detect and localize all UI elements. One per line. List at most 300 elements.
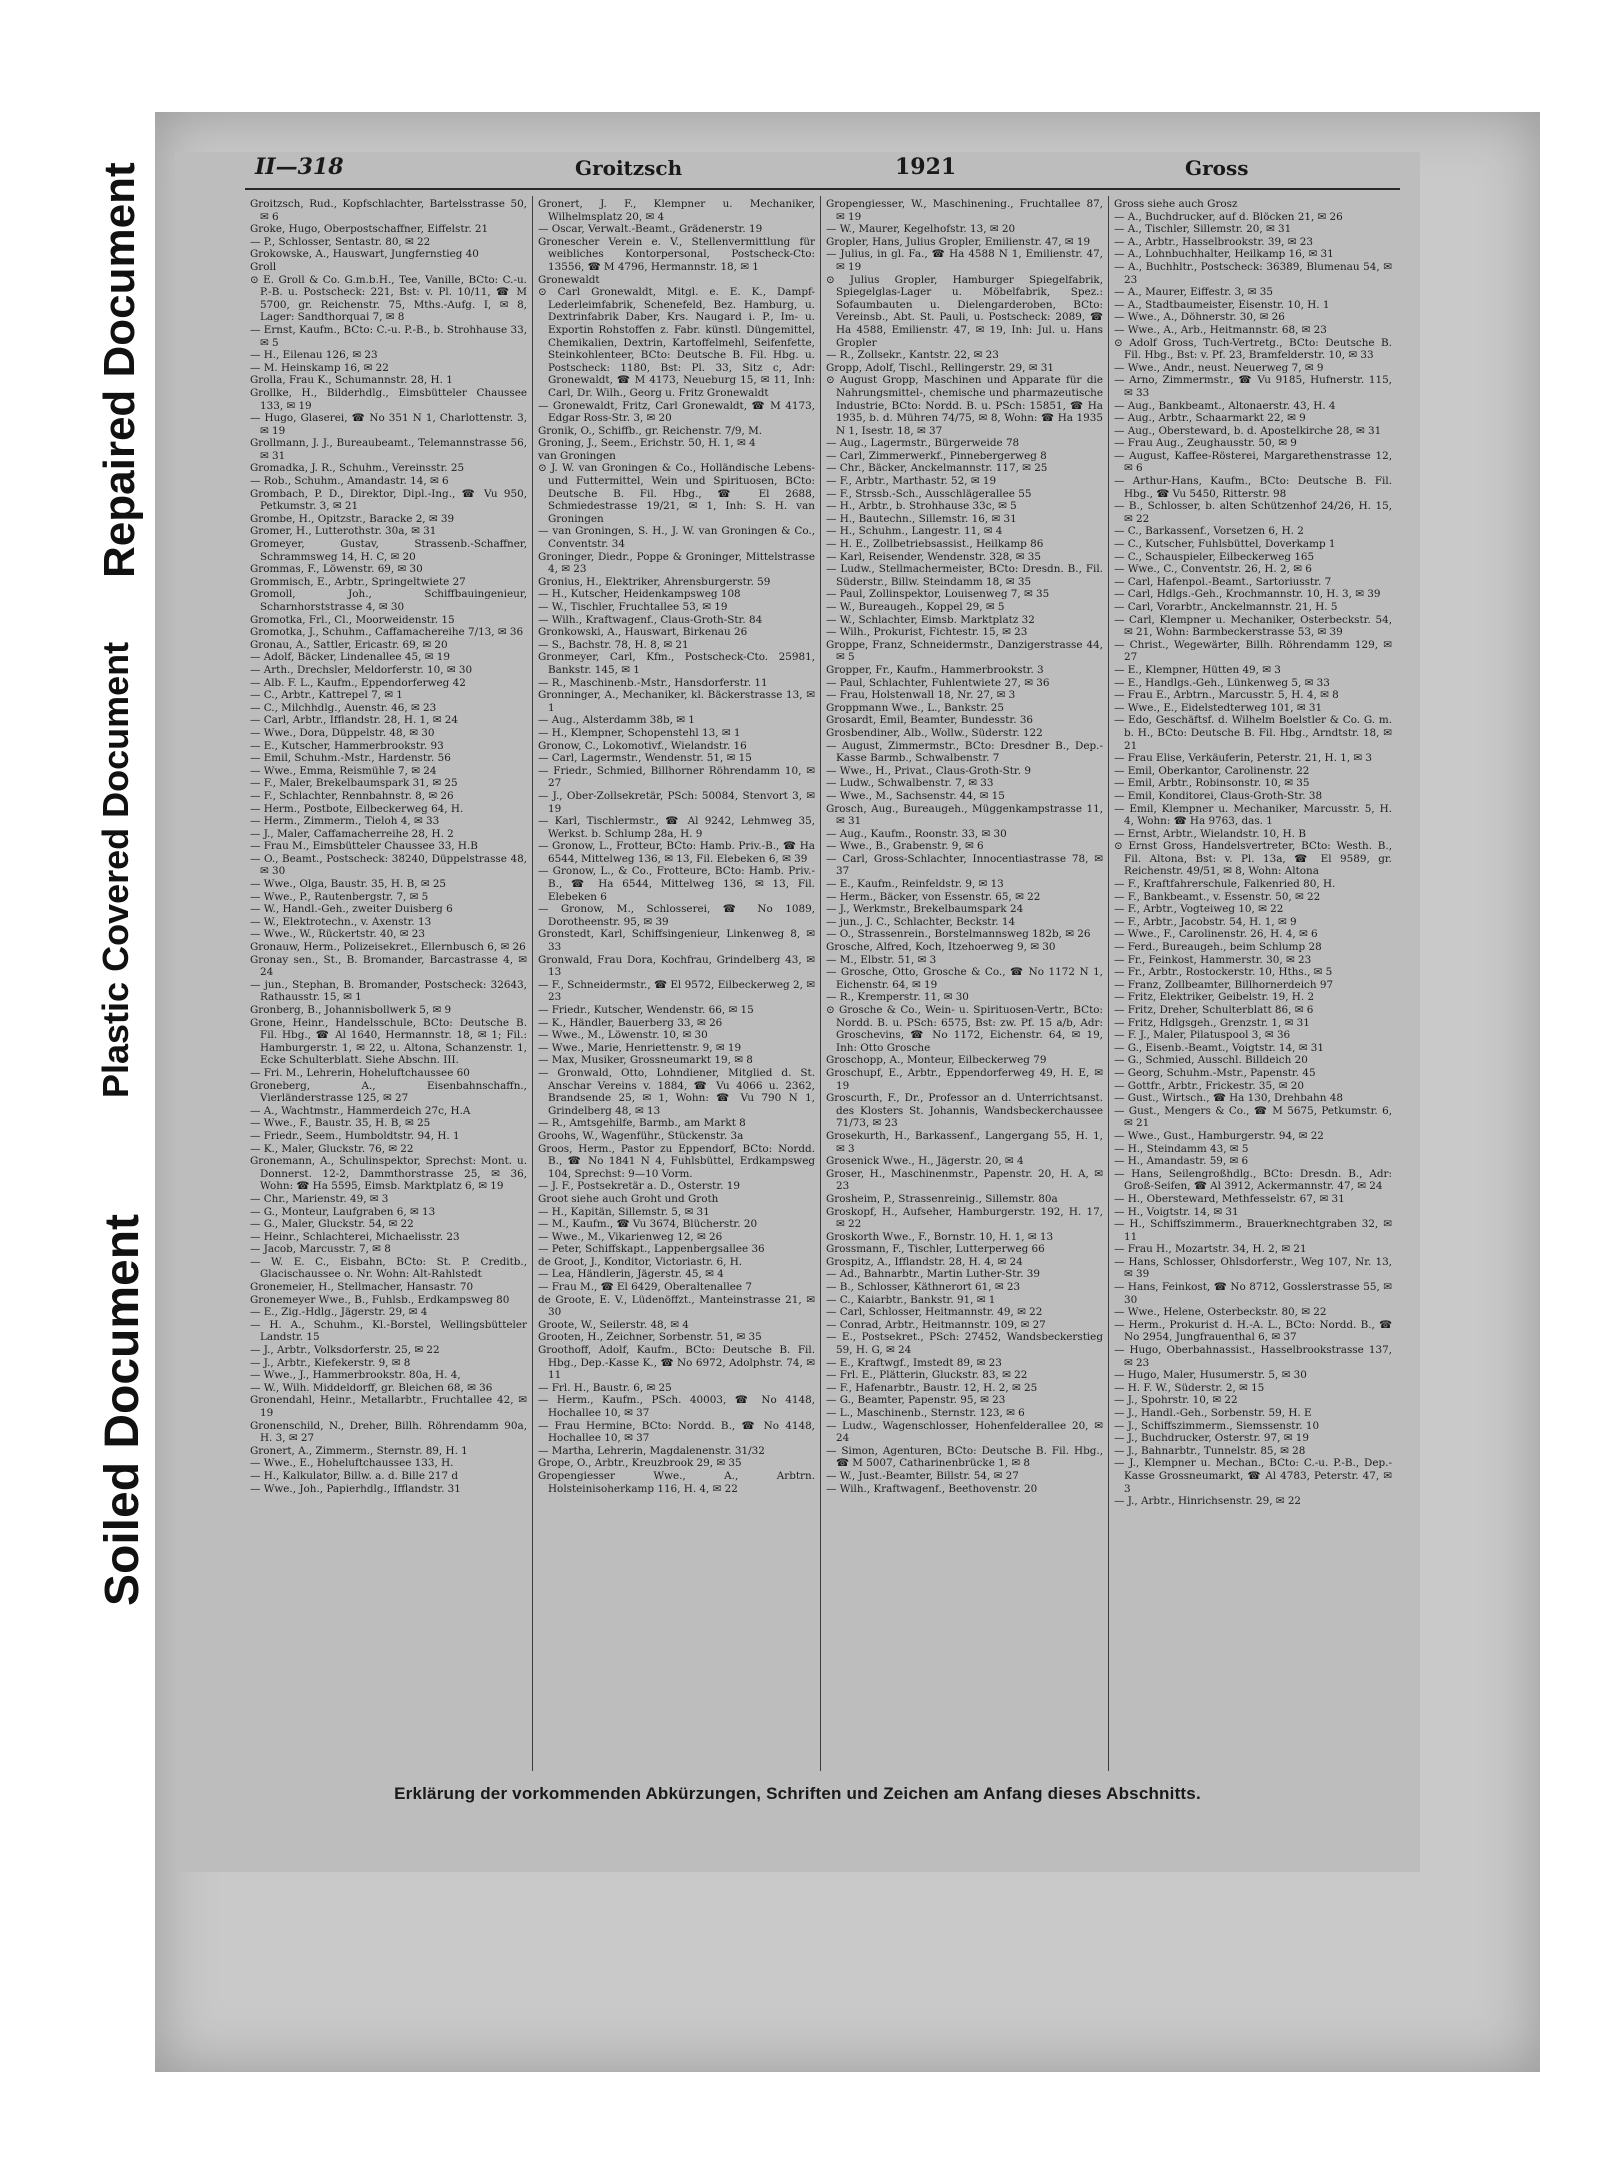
- directory-entry: — C., Schauspieler, Eilbeckerweg 165: [1114, 550, 1315, 563]
- directory-entry: — H. F. W., Süderstr. 2, ✉ 15: [1114, 1381, 1265, 1394]
- directory-entry: Grospitz, A., Ifflandstr. 28, H. 4, ✉ 24: [826, 1255, 1023, 1268]
- directory-entry: Gronow, C., Lokomotivf., Wielandstr. 16: [538, 739, 747, 752]
- directory-entry: Gropp, Adolf, Tischl., Rellingerstr. 29, ✉ 31: [826, 361, 1054, 374]
- directory-entry: Grooten, H., Zeichner, Sorbenstr. 51, ✉ 35: [538, 1331, 762, 1344]
- directory-entry: — J., Buchdrucker, Osterstr. 97, ✉ 19: [1114, 1432, 1309, 1445]
- directory-entry: — Karl, Tischlermstr., ☎ Al 9242, Lehmweg 35, Werkst. b. Schlump 28a, H. 9: [538, 815, 815, 840]
- directory-entry: — Carl, Klempner u. Mechaniker, Osterbeckstr. 54, ✉ 21, Wohn: Barmbeckerstrasse 53, ✉ 39: [1114, 613, 1392, 639]
- directory-entry: — Wwe., M., Vikarienweg 12, ✉ 26: [538, 1230, 723, 1243]
- directory-entry: — H., Klempner, Schopenstehl 13, ✉ 1: [538, 726, 741, 739]
- directory-entry: — Edo, Geschäftsf. d. Wilhelm Boelstler & Co. G. m. b. H., BCto: Deutsche B. Fil. Hbg., Arndtstr. 18, ✉ 21: [1114, 714, 1392, 752]
- directory-entry: — Wwe., Joh., Papierhdlg., Ifflandstr. 31: [250, 1482, 461, 1495]
- directory-entry: — F., Schneidermstr., ☎ El 9572, Eilbeckerweg 2, ✉ 23: [538, 978, 815, 1004]
- directory-entry: — Wwe., Olga, Baustr. 35, H. B, ✉ 25: [250, 878, 447, 891]
- directory-entry: — Aug., Lagermstr., Bürgerweide 78: [826, 437, 1020, 450]
- directory-entry: — Paul, Zollinspektor, Louisenweg 7, ✉ 35: [826, 588, 1050, 601]
- directory-entry: — H., Schuhm., Langestr. 11, ✉ 4: [826, 525, 1003, 538]
- directory-entry: — B., Schlosser, b. alten Schützenhof 24/26, H. 15, ✉ 22: [1114, 500, 1392, 525]
- directory-entry: Groppmann Wwe., L., Bankstr. 25: [826, 701, 1004, 714]
- directory-entry: — Grosche, Otto, Grosche & Co., ☎ No 1172 N 1, Eichenstr. 64, ✉ 19: [826, 966, 1103, 991]
- directory-entry: Gronescher Verein e. V., Stellenvermittlung für weibliches Kontorpersonal, Postscheck-Cto: 13556, ☎ M 4796, Hermannstr. 18, ✉ 1: [538, 235, 815, 273]
- directory-entry: ⊙ Carl Gronewaldt, Mitgl. e. E. K., Dampf-Lederleimfabrik, Schenefeld, Bez. Hamburg, u. Dextrinfabrik Daber, Krs. Naugard i. P., Im- u. Exportin Rohstoffen z. Fabr. künstl. Düngemittel, Chemikalien, Dextrin, Kartoffelmehl, Seifenfette, Steinkohlenteer, BCto: Deutsche B. Fil. Hbg. u. Postscheck: 1180, Bst: Pl. 33, Sitz c, Adr: Gronewaldt, ☎ M 4173, Neueburg 15, ✉ 11, Inh: Carl, Dr. Wilh., Georg u. Fritz Gronewaldt: [538, 286, 815, 399]
- directory-entry: — Carl, Gross-Schlachter, Innocentiastrasse 78, ✉ 37: [826, 852, 1103, 878]
- directory-entry: — Wwe., Gust., Hamburgerstr. 94, ✉ 22: [1114, 1129, 1324, 1142]
- directory-entry: — W., Bureaugeh., Koppel 29, ✉ 5: [826, 601, 1005, 613]
- directory-entry: — Max, Musiker, Grossneumarkt 19, ✉ 8: [538, 1054, 753, 1067]
- directory-entry: — Wwe., B., Grabenstr. 9, ✉ 6: [826, 840, 984, 853]
- directory-entry: — W., Wilh. Middeldorff, gr. Bleichen 68, ✉ 36: [250, 1381, 493, 1394]
- directory-entry: — Ludw., Stellmachermeister, BCto: Dresdn. B., Fil. Süderstr., Billw. Steindamm 18, ✉ 35: [826, 563, 1103, 588]
- directory-entry: — R., Maschinenb.-Mstr., Hansdorferstr. 11: [538, 676, 768, 689]
- directory-entry: — Ludw., Wagenschlosser, Hohenfelderallee 20, ✉ 24: [826, 1419, 1103, 1445]
- directory-entry: — J., Ober-Zollsekretär, PSch: 50084, Stenvort 3, ✉ 19: [538, 789, 815, 815]
- directory-entry: — Gronow, L., & Co., Frotteure, BCto: Hamb. Priv.-B., ☎ Ha 6544, Mittelweg 136, ✉ 13, Fil. Elebeken 6: [538, 865, 815, 903]
- directory-entry: — J., Maler, Caffamacherreihe 28, H. 2: [250, 827, 454, 840]
- directory-entry: — Gronewaldt, Fritz, Carl Gronewaldt, ☎ M 4173, Edgar Ross-Str. 3, ✉ 20: [538, 399, 815, 425]
- directory-entry: — G., Maler, Gluckstr. 54, ✉ 22: [250, 1218, 414, 1231]
- directory-entry: Grossmann, F., Tischler, Lutterperweg 66: [826, 1243, 1045, 1256]
- directory-entry: — Fritz, Dreher, Schulterblatt 86, ✉ 6: [1114, 1004, 1314, 1016]
- directory-entry: — F., Hafenarbtr., Baustr. 12, H. 2, ✉ 25: [826, 1381, 1038, 1394]
- directory-entry: — G., Eisenb.-Beamt., Voigtstr. 14, ✉ 31: [1114, 1041, 1324, 1054]
- directory-entry: — J., Bahnarbtr., Tunnelstr. 85, ✉ 28: [1114, 1444, 1306, 1457]
- directory-entry: — S., Bachstr. 78, H. 8, ✉ 21: [538, 638, 689, 651]
- directory-entry: — Ferd., Bureaugeh., beim Schlump 28: [1114, 941, 1322, 954]
- directory-entry: — Wilh., Prokurist, Fichtestr. 15, ✉ 23: [826, 626, 1028, 639]
- directory-entry: — Wwe., F., Carolinenstr. 26, H. 4, ✉ 6: [1114, 928, 1318, 941]
- directory-entry: ⊙ August Gropp, Maschinen und Apparate für die Nahrungsmittel-, chemische und pharmazeutische Industrie, BCto: Nordd. B. u. PSch: 15851, ☎ Ha 1935, b. d. Mühren 74/75, ✉ 8, Wohn: ☎ Ha 1935 N 1, Isestr. 18, ✉ 37: [826, 374, 1103, 437]
- directory-entry: — Arthur-Hans, Kaufm., BCto: Deutsche B. Fil. Hbg., ☎ Vu 5450, Ritterstr. 98: [1114, 475, 1392, 500]
- directory-entry: — H., Eilenau 126, ✉ 23: [250, 349, 378, 362]
- directory-entry: — Fr., Arbtr., Rostockerstr. 10, Hths., ✉ 5: [1114, 966, 1333, 979]
- column-1: [245, 196, 533, 1771]
- directory-entry: — Conrad, Arbtr., Heitmannstr. 109, ✉ 27: [826, 1318, 1046, 1331]
- directory-entry: — B., Schlosser, Käthnerort 61, ✉ 23: [826, 1281, 1021, 1294]
- directory-entry: Groos, Herm., Pastor zu Eppendorf, BCto: Nordd. B., ☎ No 1841 N 4, Fuhlsbüttel, Erdkampsweg 104, Sprechst: 9—10 Vorm.: [538, 1142, 815, 1180]
- last-entry-word: Gross: [1185, 156, 1249, 180]
- directory-entry: — O., Beamt., Postscheck: 38240, Düppelstrasse 48, ✉ 30: [250, 852, 527, 878]
- directory-entry: Grosche, Alfred, Koch, Itzehoerweg 9, ✉ 30: [826, 941, 1056, 954]
- directory-entry: — H., Kapitän, Sillemstr. 5, ✉ 31: [538, 1205, 710, 1218]
- directory-entry: Groskopf, H., Aufseher, Hamburgerstr. 192, H. 17, ✉ 22: [826, 1205, 1103, 1231]
- header-rule: [245, 188, 1400, 190]
- directory-entry: Grosekurth, H., Barkassenf., Langergang 55, H. 1, ✉ 3: [826, 1129, 1103, 1155]
- directory-entry: — Rob., Schuhm., Amandastr. 14, ✉ 6: [250, 475, 449, 488]
- directory-entry: — Friedr., Kutscher, Wendenstr. 66, ✉ 15: [538, 1004, 754, 1016]
- directory-entry: — F., Arbtr., Jacobstr. 54, H. 1, ✉ 9: [1114, 915, 1297, 928]
- directory-entry: — Adolf, Bäcker, Lindenallee 45, ✉ 19: [250, 651, 450, 664]
- directory-entry: — W., Handl.-Geh., zweiter Duisberg 6: [250, 903, 453, 916]
- directory-entry: — C., Milchhdlg., Auenstr. 46, ✉ 23: [250, 701, 437, 714]
- directory-entry: — Ludw., Schwalbenstr. 7, ✉ 33: [826, 777, 994, 790]
- directory-entry: — P., Schlosser, Sentastr. 80, ✉ 22: [250, 235, 431, 248]
- directory-entry: — J., Spohrstr. 10, ✉ 22: [1114, 1394, 1238, 1407]
- directory-entry: Groot siehe auch Groht und Groth: [538, 1192, 719, 1205]
- first-entry-word: Groitzsch: [575, 156, 683, 180]
- directory-entry: — F., Arbtr., Vogteiweg 10, ✉ 22: [1114, 903, 1284, 916]
- directory-entry: — Wwe., H., Privat., Claus-Groth-Str. 9: [826, 764, 1031, 777]
- directory-entry: — Wwe., M., Löwenstr. 10, ✉ 30: [538, 1029, 708, 1042]
- directory-entry: Grosbendiner, Alb., Wollw., Süderstr. 122: [826, 726, 1043, 739]
- directory-entry: Grosheim, P., Strassenreinig., Sillemstr. 80a: [826, 1192, 1058, 1205]
- directory-entry: Groitzsch, Rud., Kopfschlachter, Bartelsstrasse 50, ✉ 6: [250, 198, 527, 223]
- directory-entry: Gronemann, A., Schulinspektor, Sprechst: Mont. u. Donnerst. 12-2, Dammthorstrasse 25, ✉ 36, Wohn: ☎ Ha 5595, Eimsb. Marktplatz 6, ✉ 19: [250, 1155, 527, 1193]
- directory-entry: — Frau M., Eimsbütteler Chaussee 33, H.B: [250, 840, 478, 853]
- directory-entry: — Ernst, Kaufm., BCto: C.-u. P.-B., b. Strohhause 33, ✉ 5: [250, 323, 527, 349]
- directory-entry: — Georg, Schuhm.-Mstr., Papenstr. 45: [1114, 1066, 1316, 1079]
- repaired-document-label: Repaired Document: [95, 162, 144, 578]
- directory-entry: — J., Arbtr., Hinrichsenstr. 29, ✉ 22: [1114, 1495, 1302, 1508]
- directory-entry: — G., Beamter, Papenstr. 95, ✉ 23: [826, 1394, 1006, 1407]
- directory-entry: — R., Amtsgehilfe, Barmb., am Markt 8: [538, 1117, 746, 1130]
- directory-entry: — Wwe., Emma, Reismühle 7, ✉ 24: [250, 764, 437, 777]
- directory-entry: Groskorth Wwe., F., Bornstr. 10, H. 1, ✉ 13: [826, 1230, 1054, 1243]
- directory-entry: Gronauw, Herm., Polizeisekret., Ellernbusch 6, ✉ 26: [250, 941, 526, 954]
- directory-entry: — Wwe., Andr., neust. Neuerweg 7, ✉ 9: [1114, 361, 1324, 374]
- directory-entry: — F., Bankbeamt., v. Essenstr. 50, ✉ 22: [1114, 890, 1321, 903]
- directory-entry: — W., Elektrotechn., v. Axenstr. 13: [250, 915, 432, 928]
- directory-entry: — Herm., Bäcker, von Essenstr. 65, ✉ 22: [826, 890, 1041, 903]
- directory-entry: — E., Handlgs.-Geh., Lünkenweg 5, ✉ 33: [1114, 676, 1330, 689]
- directory-entry: — Franz, Zollbeamter, Billhornerdeich 97: [1114, 978, 1334, 991]
- directory-entry: — Wilh., Kraftwagenf., Beethovenstr. 20: [826, 1482, 1038, 1495]
- directory-entry: Groneberg, A., Eisenbahnschaffn., Vierländerstrasse 125, ✉ 27: [250, 1079, 527, 1105]
- running-head: [175, 152, 1420, 186]
- directory-entry: — Aug., Obersteward, b. d. Apostelkirche 28, ✉ 31: [1114, 424, 1382, 437]
- directory-entry: — G., Schmied, Ausschl. Billdeich 20: [1114, 1054, 1308, 1067]
- directory-entry: — Hans, Schlosser, Ohlsdorferstr., Weg 107, Nr. 13, ✉ 39: [1114, 1255, 1392, 1281]
- directory-entry: — van Groningen, S. H., J. W. van Groningen & Co., Conventstr. 34: [538, 525, 815, 551]
- directory-entry: ⊙ Adolf Gross, Tuch-Vertretg., BCto: Deutsche B. Fil. Hbg., Bst: v. Pf. 23, Bramfelderstr. 10, ✉ 33: [1114, 336, 1392, 362]
- directory-entry: Groothoff, Adolf, Kaufm., BCto: Deutsche B. Fil. Hbg., Dep.-Kasse K., ☎ No 6972, Adolphstr. 74, ✉ 11: [538, 1344, 815, 1382]
- directory-entry: — Wwe., A., Döhnerstr. 30, ✉ 26: [1114, 311, 1285, 324]
- directory-entry: — A., Maurer, Eiffestr. 3, ✉ 35: [1114, 286, 1274, 299]
- directory-entry: — L., Maschinenb., Sternstr. 123, ✉ 6: [826, 1407, 1025, 1419]
- directory-entry: — Karl, Reisender, Wendenstr. 328, ✉ 35: [826, 550, 1042, 563]
- directory-entry: — H., Steindamm 43, ✉ 5: [1114, 1142, 1249, 1155]
- directory-entry: — Hans, Seilengroßhdlg., BCto: Dresdn. B., Adr: Groß-Seifen, ☎ Al 3912, Ackermannstr. 47, ✉ 24: [1114, 1167, 1392, 1193]
- directory-entry: — J., Klempner u. Mechan., BCto: C.-u. P.-B., Dep.-Kasse Grossneumarkt, ☎ Al 4783, Peterstr. 47, ✉ 3: [1114, 1457, 1392, 1495]
- directory-entry: — E., Zig.-Hdlg., Jägerstr. 29, ✉ 4: [250, 1306, 428, 1319]
- directory-entry: — E., Klempner, Hütten 49, ✉ 3: [1114, 663, 1281, 676]
- directory-entry: Gronius, H., Elektriker, Ahrensburgerstr. 59: [538, 575, 771, 588]
- directory-entry: — jun., Stephan, B. Bromander, Postscheck: 32643, Rathausstr. 15, ✉ 1: [250, 978, 527, 1004]
- directory-entry: — H., Voigtstr. 14, ✉ 31: [1114, 1205, 1239, 1218]
- directory-entry: — F., Schlachter, Rennbahnstr. 8, ✉ 26: [250, 789, 454, 802]
- directory-entry: Groschopp, A., Monteur, Eilbeckerweg 79: [826, 1054, 1047, 1067]
- directory-entry: ⊙ E. Groll & Co. G.m.b.H., Tee, Vanille, BCto: C.-u. P.-B. u. Postscheck: 221, Bst: v. Pl. 10/11, ☎ M 5700, gr. Reichenstr. 75, Mths.-Aufg. I, ✉ 8, Lager: Sandthorquai 7, ✉ 8: [250, 273, 527, 324]
- directory-entry: — H., Bautechn., Sillemstr. 16, ✉ 31: [826, 512, 1017, 525]
- directory-entry: Groninger, Diedr., Poppe & Groninger, Mittelstrasse 4, ✉ 23: [538, 550, 815, 576]
- directory-entry: Groser, H., Maschinenmstr., Papenstr. 20, H. A, ✉ 23: [826, 1167, 1103, 1193]
- directory-entry: — F., Maler, Brekelbaumspark 31, ✉ 25: [250, 777, 458, 790]
- directory-entry: — Herm., Postbote, Eilbeckerweg 64, H.: [250, 802, 464, 815]
- directory-entry: — Emil, Klempner u. Mechaniker, Marcusstr. 5, H. 4, Wohn: ☎ Ha 9763, das. 1: [1114, 802, 1392, 828]
- directory-entry: — Ernst, Arbtr., Wielandstr. 10, H. B: [1114, 827, 1306, 840]
- directory-entry: — Aug., Bankbeamt., Altonaerstr. 43, H. 4: [1114, 399, 1336, 412]
- directory-entry: Gronert, J. F., Klempner u. Mechaniker, Wilhelmsplatz 20, ✉ 4: [538, 198, 815, 223]
- directory-entry: Gronenschild, N., Dreher, Billh. Röhrendamm 90a, H. 3, ✉ 27: [250, 1419, 527, 1445]
- directory-entry: — E., Kaufm., Reinfeldstr. 9, ✉ 13: [826, 878, 1004, 891]
- directory-entry: Grolla, Frau K., Schumannstr. 28, H. 1: [250, 374, 453, 387]
- directory-entry: — W., Maurer, Kegelhofstr. 13, ✉ 20: [826, 223, 1016, 236]
- directory-entry: Gronik, O., Schiffb., gr. Reichenstr. 7/9, M.: [538, 424, 763, 437]
- directory-entry: Gronstedt, Karl, Schiffsingenieur, Linkenweg 8, ✉ 33: [538, 928, 815, 954]
- directory-entry: — Emil, Konditorei, Claus-Groth-Str. 38: [1114, 789, 1323, 802]
- directory-entry: — J., Handl.-Geh., Sorbenstr. 59, H. E: [1114, 1407, 1312, 1419]
- directory-entry: Gromeyer, Gustav, Strassenb.-Schaffner, Schrammsweg 14, H. C, ✉ 20: [250, 538, 527, 563]
- directory-entry: Grommisch, E., Arbtr., Springeltwiete 27: [250, 575, 466, 588]
- directory-entry: — Christ., Wegewärter, Billh. Röhrendamm 129, ✉ 27: [1114, 638, 1392, 664]
- directory-entry: — Wwe., F., Baustr. 35, H. B, ✉ 25: [250, 1117, 431, 1130]
- directory-entry: — A., Wachtmstr., Hammerdeich 27c, H.A: [250, 1104, 471, 1117]
- directory-entry: Gronkowski, A., Hauswart, Birkenau 26: [538, 626, 748, 639]
- directory-entry: Grokowske, A., Hauswart, Jungfernstieg 40: [250, 248, 479, 261]
- directory-entry: — Friedr., Seem., Humboldtstr. 94, H. 1: [250, 1129, 460, 1142]
- directory-entry: — August, Kaffee-Rösterei, Margarethenstrasse 12, ✉ 6: [1114, 449, 1392, 475]
- directory-entry: — A., Arbtr., Hasselbrookstr. 39, ✉ 23: [1114, 235, 1313, 248]
- directory-entry: — Arth., Drechsler, Meldorferstr. 10, ✉ 30: [250, 663, 473, 676]
- directory-entry: Groschupf, E., Arbtr., Eppendorferweg 49, H. E, ✉ 19: [826, 1066, 1103, 1092]
- directory-entry: ⊙ Ernst Gross, Handelsvertreter, BCto: Westh. B., Fil. Altona, Bst: v. Pl. 13a, ☎ El 9589, gr. Reichenstr. 49/51, ✉ 8, Wohn: Altona: [1114, 840, 1392, 878]
- directory-entry: Gronewaldt: [538, 273, 600, 286]
- directory-entry: — H., Amandastr. 59, ✉ 6: [1114, 1155, 1249, 1168]
- directory-entry: — Herm., Zimmerm., Tieloh 4, ✉ 33: [250, 815, 440, 828]
- directory-entry: Groscurth, F., Dr., Professor an d. Unterrichtsanst. des Klosters St. Johannis, Wandsbeckerchaussee 71/73, ✉ 23: [826, 1092, 1103, 1130]
- directory-entry: — Wilh., Kraftwagenf., Claus-Groth-Str. 84: [538, 613, 763, 626]
- directory-entry: Grone, Heinr., Handelsschule, BCto: Deutsche B. Fil. Hbg., ☎ Al 1640, Hermannstr. 18, ✉ 1; Fil.: Hamburgerstr. 1, ✉ 22, u. Altona, Schanzenstr. 1, Ecke Schulterblatt. Siehe Abschn. III.: [250, 1016, 527, 1067]
- directory-entry: ⊙ Grosche & Co., Wein- u. Spirituosen-Vertr., BCto: Nordd. B. u. PSch: 6575, Bst: zw. Pf. 15 a/b, Adr: Groschevins, ☎ No 1172, Eichenstr. 64, ✉ 19, Inh: Otto Grosche: [826, 1004, 1103, 1054]
- directory-entry: — Wwe., P., Rautenbergstr. 7, ✉ 5: [250, 890, 429, 903]
- directory-entry: Gronau, A., Sattler, Ericastr. 69, ✉ 20: [250, 638, 448, 651]
- directory-entry: — Frl. H., Baustr. 6, ✉ 25: [538, 1381, 672, 1394]
- directory-entry: — Ad., Bahnarbtr., Martin Luther-Str. 39: [826, 1268, 1041, 1281]
- directory-entry: — Gust., Wirtsch., ☎ Ha 130, Drehbahn 48: [1114, 1092, 1343, 1105]
- directory-entry: — E., Postsekret., PSch: 27452, Wandsbeckerstieg 59, H. G, ✉ 24: [826, 1331, 1103, 1357]
- directory-entry: — Frau Hermine, BCto: Nordd. B., ☎ No 4148, Hochallee 10, ✉ 37: [538, 1419, 815, 1445]
- directory-entry: — Fri. M., Lehrerin, Hoheluftchaussee 60: [250, 1066, 470, 1079]
- directory-entry: — Carl, Vorarbtr., Anckelmannstr. 21, H. 5: [1114, 601, 1338, 613]
- directory-entry: Gronendahl, Heinr., Metallarbtr., Fruchtallee 42, ✉ 19: [250, 1394, 527, 1419]
- directory-entry: — Lea, Händlerin, Jägerstr. 45, ✉ 4: [538, 1268, 724, 1281]
- directory-entry: Groohs, W., Wagenführ., Stückenstr. 3a: [538, 1129, 744, 1142]
- directory-entry: — Chr., Bäcker, Anckelmannstr. 117, ✉ 25: [826, 462, 1048, 475]
- directory-entry: — Hugo, Oberbahnassist., Hasselbrookstrasse 137, ✉ 23: [1114, 1344, 1392, 1369]
- directory-entry: — C., Barkassenf., Vorsetzen 6, H. 2: [1114, 525, 1304, 538]
- directory-entry: Gropengiesser, W., Maschinening., Fruchtallee 87, ✉ 19: [826, 198, 1103, 223]
- page-number: II—318: [255, 154, 344, 180]
- directory-entry: — Fritz, Hdlgsgeh., Grenzstr. 1, ✉ 31: [1114, 1016, 1310, 1029]
- directory-entry: Groning, J., Seem., Erichstr. 50, H. 1, ✉ 4: [538, 437, 756, 450]
- directory-page: [175, 152, 1420, 1872]
- directory-entry: Groll: [250, 260, 277, 273]
- directory-entry: — M. Heinskamp 16, ✉ 22: [250, 361, 389, 374]
- directory-entry: Grommas, F., Löwenstr. 69, ✉ 30: [250, 563, 423, 576]
- directory-entry: — Herm., Prokurist d. H.-A. L., BCto: Nordd. B., ☎ No 2954, Jungfrauenthal 6, ✉ 37: [1114, 1318, 1392, 1344]
- directory-entry: — K., Maler, Gluckstr. 76, ✉ 22: [250, 1142, 414, 1155]
- directory-entry: — F., Strssb.-Sch., Ausschlägerallee 55: [826, 487, 1032, 500]
- directory-entry: — Aug., Alsterdamm 38b, ✉ 1: [538, 714, 695, 727]
- directory-entry: — Wwe., C., Conventstr. 26, H. 2, ✉ 6: [1114, 563, 1312, 576]
- directory-entry: Grombe, H., Opitzstr., Baracke 2, ✉ 39: [250, 512, 455, 525]
- directory-entry: — Frau M., ☎ El 6429, Oberaltenallee 7: [538, 1281, 752, 1294]
- directory-entry: — Frau E., Arbtrn., Marcusstr. 5, H. 4, ✉ 8: [1114, 689, 1339, 702]
- directory-entry: — Julius, in gl. Fa., ☎ Ha 4588 N 1, Emilienstr. 47, ✉ 19: [826, 248, 1103, 273]
- directory-entry: Groote, W., Seilerstr. 48, ✉ 4: [538, 1318, 689, 1331]
- directory-entry: — Hugo, Maler, Husumerstr. 5, ✉ 30: [1114, 1369, 1307, 1382]
- directory-entry: — C., Arbtr., Kattrepel 7, ✉ 1: [250, 689, 403, 702]
- directory-entry: — C., Kutscher, Fuhlsbüttel, Doverkamp 1: [1114, 538, 1336, 551]
- directory-entry: — Carl, Lagermstr., Wendenstr. 51, ✉ 15: [538, 752, 752, 765]
- directory-entry: Gross siehe auch Grosz: [1114, 198, 1238, 210]
- directory-entry: — Carl, Hdlgs.-Geh., Krochmannstr. 10, H. 3, ✉ 39: [1114, 588, 1381, 601]
- directory-entry: Gronmeyer, Carl, Kfm., Postscheck-Cto. 25981, Bankstr. 145, ✉ 1: [538, 651, 815, 676]
- directory-entry: Grope, O., Arbtr., Kreuzbrook 29, ✉ 35: [538, 1457, 742, 1470]
- directory-entry: — F., Kraftfahrerschule, Falkenried 80, H.: [1114, 878, 1336, 891]
- directory-entry: Gromotka, Frl., Cl., Moorweidenstr. 15: [250, 613, 455, 626]
- directory-entry: — Gust., Mengers & Co., ☎ M 5675, Petkumstr. 6, ✉ 21: [1114, 1104, 1392, 1130]
- directory-entry: — Carl, Zimmerwerkf., Pinnebergerweg 8: [826, 449, 1047, 462]
- directory-entry: Gromer, H., Lutterothstr. 30a, ✉ 31: [250, 525, 437, 538]
- directory-entry: Groppe, Franz, Schneidermstr., Danzigerstrasse 44, ✉ 5: [826, 638, 1103, 664]
- directory-entry: — Aug., Kaufm., Roonstr. 33, ✉ 30: [826, 827, 1007, 840]
- directory-entry: — Simon, Agenturen, BCto: Deutsche B. Fil. Hbg., ☎ M 5007, Catharinenbrücke 1, ✉ 8: [826, 1444, 1103, 1470]
- directory-entry: — Friedr., Schmied, Billhorner Röhrendamm 10, ✉ 27: [538, 764, 815, 790]
- directory-entry: de Groote, E. V., Lüdenöffzt., Manteinstrasse 21, ✉ 30: [538, 1293, 815, 1319]
- directory-entry: — Emil, Schuhm.-Mstr., Hardenstr. 56: [250, 752, 451, 765]
- directory-entry: — H. E., Zollbetriebsassist., Heilkamp 86: [826, 538, 1044, 551]
- directory-entry: — Oscar, Verwalt.-Beamt., Grädenerstr. 19: [538, 223, 763, 236]
- directory-entry: — Carl, Hafenpol.-Beamt., Sartoriusstr. 7: [1114, 575, 1332, 588]
- directory-entry: — H., Arbtr., b. Strohhause 33c, ✉ 5: [826, 500, 1017, 513]
- directory-entry: Grollke, H., Bilderhdlg., Eimsbütteler Chaussee 133, ✉ 19: [250, 386, 527, 412]
- year: 1921: [895, 154, 957, 180]
- directory-entry: Gronay sen., St., B. Bromander, Barcastrasse 4, ✉ 24: [250, 953, 527, 979]
- directory-entry: — Frau H., Mozartstr. 34, H. 2, ✉ 21: [1114, 1243, 1307, 1256]
- directory-entry: — August, Zimmermstr., BCto: Dresdner B., Dep.-Kasse Barmb., Schwalbenstr. 7: [826, 739, 1103, 765]
- directory-entry: — Jacob, Marcusstr. 7, ✉ 8: [250, 1243, 391, 1256]
- directory-entry: — jun., J. C., Schlachter, Beckstr. 14: [826, 915, 1016, 928]
- directory-entry: — F., Arbtr., Marthastr. 52, ✉ 19: [826, 475, 997, 488]
- directory-entry: — W. E. C., Eisbahn, BCto: St. P. Creditb., Glacischaussee o. Nr. Wohn: Alt-Rahlstedt: [250, 1255, 527, 1281]
- directory-entry: — H. A., Schuhm., Kl.-Borstel, Wellingsbütteler Landstr. 15: [250, 1318, 527, 1344]
- directory-entry: Gromoll, Joh., Schiffbauingenieur, Scharnhorststrasse 4, ✉ 30: [250, 588, 527, 613]
- directory-entry: — O., Strassenrein., Borstelmannsweg 182b, ✉ 26: [826, 928, 1091, 941]
- directory-entry: — Fr., Feinkost, Hammerstr. 30, ✉ 23: [1114, 953, 1312, 966]
- directory-entry: — Fritz, Elektriker, Geibelstr. 19, H. 2: [1114, 991, 1315, 1004]
- directory-entry: — Gronow, L., Frotteur, BCto: Hamb. Priv.-B., ☎ Ha 6544, Mittelweg 136, ✉ 13, Fil. Elebeken 6, ✉ 39: [538, 840, 815, 865]
- directory-entry: — W., Schlachter, Eimsb. Marktplatz 32: [826, 613, 1035, 626]
- soiled-document-label: Soiled Document: [96, 1213, 149, 1607]
- directory-entry: — Wwe., Marie, Henriettenstr. 9, ✉ 19: [538, 1041, 742, 1054]
- directory-entry: — Martha, Lehrerin, Magdalenenstr. 31/32: [538, 1444, 765, 1457]
- directory-entry: Grosch, Aug., Bureaugeh., Müggenkampstrasse 11, ✉ 31: [826, 802, 1103, 828]
- directory-entry: — Wwe., A., Arb., Heitmannstr. 68, ✉ 23: [1114, 323, 1327, 336]
- directory-entry: Gronemeyer Wwe., B., Fuhlsb., Erdkampsweg 80: [250, 1293, 510, 1306]
- directory-entry: Grosenick Wwe., H., Jägerstr. 20, ✉ 4: [826, 1155, 1024, 1168]
- directory-entry: — C., Kaiarbtr., Bankstr. 91, ✉ 1: [826, 1293, 996, 1306]
- directory-entry: — Chr., Marienstr. 49, ✉ 3: [250, 1192, 389, 1205]
- directory-entry: de Groot, J., Konditor, Victoriastr. 6, H.: [538, 1255, 743, 1268]
- directory-entry: — Wwe., Dora, Düppelstr. 48, ✉ 30: [250, 726, 435, 739]
- directory-entry: van Groningen: [538, 449, 616, 462]
- directory-entry: Gromotka, J., Schuhm., Caffamachereihe 7/13, ✉ 36: [250, 626, 524, 639]
- directory-entry: — J., Arbtr., Volksdorferstr. 25, ✉ 22: [250, 1344, 440, 1357]
- directory-entry: — J. F., Postsekretär a. D., Osterstr. 19: [538, 1180, 740, 1193]
- directory-entry: — H., Kutscher, Heidenkampsweg 108: [538, 588, 741, 601]
- directory-entry: — Aug., Arbtr., Schaarmarkt 22, ✉ 9: [1114, 412, 1306, 425]
- directory-entry: — Hans, Feinkost, ☎ No 8712, Gosslerstrasse 55, ✉ 30: [1114, 1281, 1392, 1306]
- directory-entry: — Carl, Schlosser, Heitmannstr. 49, ✉ 22: [826, 1306, 1043, 1319]
- directory-entry: — Frau Elise, Verkäuferin, Peterstr. 21, H. 1, ✉ 3: [1114, 752, 1373, 765]
- directory-entry: Gronert, A., Zimmerm., Sternstr. 89, H. 1: [250, 1444, 468, 1457]
- directory-entry: — J., Werkmstr., Brekelbaumspark 24: [826, 903, 1024, 916]
- column-2: [533, 196, 821, 1771]
- directory-entry: — K., Händler, Bauerberg 33, ✉ 26: [538, 1016, 723, 1029]
- directory-entry: Grombach, P. D., Direktor, Dipl.-Ing., ☎ Vu 950, Petkumstr. 3, ✉ 21: [250, 487, 527, 513]
- directory-entry: — Arno, Zimmermstr., ☎ Vu 9185, Hufnerstr. 115, ✉ 33: [1114, 374, 1392, 399]
- directory-entry: — Herm., Kaufm., PSch. 40003, ☎ No 4148, Hochallee 10, ✉ 37: [538, 1394, 815, 1419]
- directory-entry: — Frl. E., Plätterin, Gluckstr. 83, ✉ 22: [826, 1369, 1028, 1382]
- directory-entry: — H., Obersteward, Methfesselstr. 67, ✉ 31: [1114, 1192, 1345, 1205]
- directory-entry: — Wwe., W., Rückertstr. 40, ✉ 23: [250, 928, 426, 941]
- directory-entry: — H., Kalkulator, Billw. a. d. Bille 217 d: [250, 1469, 459, 1482]
- directory-entry: — Emil, Arbtr., Robinsonstr. 10, ✉ 35: [1114, 777, 1310, 790]
- directory-entry: — W., Tischler, Fruchtallee 53, ✉ 19: [538, 601, 728, 613]
- directory-entry: ⊙ Julius Gropler, Hamburger Spiegelfabrik, Spiegelglas-Lager u. Möbelfabrik, Spez.: Sofaumbauten u. Dielengarderoben, BCto: Vereinsb., Abt. St. Pauli, u. Postscheck: 2089, ☎ Ha 4588, Emilienstr. 47, ✉ 19, Inh: Jul. u. Hans Gropler: [826, 273, 1103, 349]
- directory-entry: — Frau Aug., Zeughausstr. 50, ✉ 9: [1114, 437, 1297, 450]
- directory-entry: ⊙ J. W. van Groningen & Co., Holländische Lebens- und Futtermittel, Wein und Spirituosen, BCto: Deutsche B. Fil. Hbg., ☎ El 2688, Schmiedestrasse 19/21, ✉ 1, Inh: S. H. van Groningen: [538, 462, 815, 525]
- directory-entry: — H., Schiffszimmerm., Brauerknechtgraben 32, ✉ 11: [1114, 1218, 1392, 1243]
- directory-entry: — F. J., Maler, Pilatuspool 3, ✉ 36: [1114, 1029, 1291, 1042]
- directory-entry: — E., Kraftwgf., Imstedt 89, ✉ 23: [826, 1356, 1002, 1369]
- plastic-covered-document-label: Plastic Covered Document: [95, 641, 136, 1099]
- directory-entry: Gromadka, J. R., Schuhm., Vereinsstr. 25: [250, 462, 465, 475]
- directory-entry: — J., Schiffszimmerm., Siemssenstr. 10: [1114, 1419, 1320, 1432]
- directory-entry: Gronwald, Frau Dora, Kochfrau, Grindelberg 43, ✉ 13: [538, 953, 815, 979]
- scanned-sheet: [155, 112, 1540, 2072]
- directory-entry: — Alb. F. L., Kaufm., Eppendorferweg 42: [250, 676, 466, 689]
- directory-entry: — R., Kremperstr. 11, ✉ 30: [826, 991, 969, 1004]
- directory-entry: Gropper, Fr., Kaufm., Hammerbrookstr. 3: [826, 663, 1044, 676]
- directory-entry: — Wwe., E., Hoheluftchaussee 133, H.: [250, 1457, 454, 1470]
- directory-entry: Gropler, Hans, Julius Gropler, Emilienstr. 47, ✉ 19: [826, 235, 1091, 248]
- directory-entry: — Gronwald, Otto, Lohndiener, Mitglied d. St. Anschar Vereins v. 1884, ☎ Vu 4066 u. 2362, Brandsende 25, ✉ 1, Wohn: ☎ Vu 790 N 1, Grindelberg 48, ✉ 13: [538, 1066, 815, 1117]
- directory-entry: — Frau, Holstenwall 18, Nr. 27, ✉ 3: [826, 689, 1016, 702]
- directory-entry: — A., Buchhltr., Postscheck: 36389, Blumenau 54, ✉ 23: [1114, 260, 1392, 286]
- directory-entry: — A., Tischler, Sillemstr. 20, ✉ 31: [1114, 223, 1292, 236]
- abbreviation-footnote: Erklärung der vorkommenden Abkürzungen, Schriften und Zeichen am Anfang dieses Abschnitts.: [394, 1784, 1201, 1803]
- directory-entry: — Paul, Schlachter, Fuhlentwiete 27, ✉ 36: [826, 676, 1050, 689]
- directory-entry: — Wwe., J., Hammerbrookstr. 80a, H. 4,: [250, 1369, 461, 1382]
- directory-entry: — M., Kaufm., ☎ Vu 3674, Blücherstr. 20: [538, 1218, 758, 1231]
- directory-entry: Grosardt, Emil, Beamter, Bundesstr. 36: [826, 714, 1034, 727]
- directory-entry: — M., Elbstr. 51, ✉ 3: [826, 953, 937, 966]
- directory-entry: — A., Lohnbuchhalter, Heilkamp 16, ✉ 31: [1114, 248, 1334, 261]
- directory-entry: Gronninger, A., Mechaniker, kl. Bäckerstrasse 13, ✉ 1: [538, 689, 815, 714]
- directory-entry: — Hugo, Glaserei, ☎ No 351 N 1, Charlottenstr. 3, ✉ 19: [250, 412, 527, 437]
- directory-entry: Gronemeier, H., Stellmacher, Hansastr. 70: [250, 1281, 474, 1294]
- directory-entry: — Emil, Oberkantor, Carolinenstr. 22: [1114, 764, 1310, 777]
- directory-entry: — Wwe., M., Sachsenstr. 44, ✉ 15: [826, 789, 1005, 802]
- side-labels: [95, 120, 155, 1607]
- directory-entry: Gronberg, B., Johannisbollwerk 5, ✉ 9: [250, 1004, 452, 1016]
- directory-columns: [245, 196, 1400, 1771]
- directory-entry: — Gronow, M., Schlosserei, ☎ No 1089, Dorotheenstr. 95, ✉ 39: [538, 903, 815, 928]
- directory-entry: — A., Stadtbaumeister, Eisenstr. 10, H. 1: [1114, 298, 1330, 311]
- directory-entry: — W., Just.-Beamter, Billstr. 54, ✉ 27: [826, 1469, 1019, 1482]
- directory-entry: — Peter, Schiffskapt., Lappenbergsallee 36: [538, 1243, 765, 1256]
